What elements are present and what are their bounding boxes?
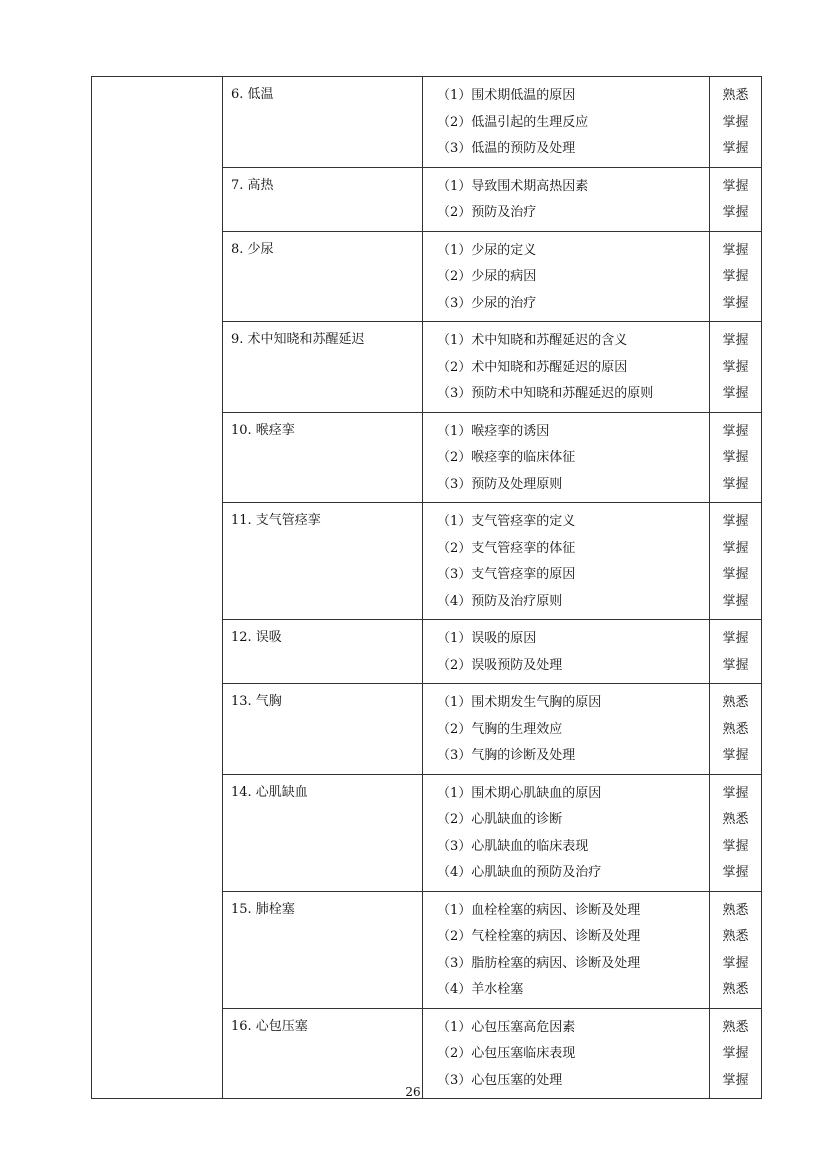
levels-cell (710, 684, 762, 775)
point-text: （2）少尿的病因 (437, 269, 537, 284)
topic-label: 12. 误吸 (231, 630, 282, 645)
points-cell (423, 620, 710, 684)
level-text: 熟悉 (722, 929, 749, 944)
level-text: 熟悉 (722, 695, 749, 710)
point-text: （1）喉痉挛的诱因 (437, 423, 550, 439)
points-cell (423, 77, 710, 168)
point-text: （1）血栓栓塞的病因、诊断及处理 (437, 902, 641, 918)
level-text: 掌握 (722, 178, 749, 194)
level-text: 掌握 (722, 955, 749, 971)
topic-label: 11. 支气管痉挛 (231, 513, 321, 528)
point-text: （3）气胸的诊断及处理 (437, 748, 576, 763)
level-text: 掌握 (722, 386, 749, 401)
level-text: 掌握 (722, 205, 749, 220)
point-text: （1）术中知晓和苏醒延迟的含义 (437, 333, 628, 348)
level-text: 掌握 (722, 838, 749, 854)
point-text: （4）预防及治疗原则 (437, 593, 563, 609)
topic-label: 7. 高热 (231, 177, 274, 193)
level-text: 掌握 (722, 657, 749, 673)
point-text: （3）预防术中知晓和苏醒延迟的原则 (437, 386, 654, 401)
level-text: 掌握 (722, 423, 749, 439)
page-number: 26 (405, 1085, 421, 1099)
point-text: （3）低温的预防及处理 (437, 141, 576, 156)
topic-cell (223, 503, 423, 620)
levels-cell (710, 77, 762, 168)
point-text: （3）支气管痉挛的原因 (437, 567, 576, 582)
point-text: （1）误吸的原因 (437, 631, 537, 646)
level-text: 掌握 (722, 748, 749, 763)
points-cell (423, 684, 710, 775)
table-row (92, 77, 762, 168)
topic-cell (223, 620, 423, 684)
topic-label: 13. 气胸 (231, 694, 282, 709)
topic-cell (223, 322, 423, 413)
level-text: 熟悉 (722, 721, 749, 737)
point-text: （1）少尿的定义 (437, 242, 537, 258)
point-text: （2）术中知晓和苏醒延迟的原因 (437, 359, 628, 375)
levels-cell (710, 503, 762, 620)
point-text: （2）预防及治疗 (437, 205, 537, 220)
points-cell (423, 412, 710, 503)
topic-label: 15. 肺栓塞 (231, 901, 295, 917)
levels-cell (710, 774, 762, 891)
point-text: （2）气栓栓塞的病因、诊断及处理 (437, 929, 641, 944)
topic-cell (223, 412, 423, 503)
level-text: 掌握 (722, 359, 749, 375)
level-text: 掌握 (722, 540, 749, 556)
level-text: 掌握 (722, 450, 749, 465)
topic-cell (223, 167, 423, 231)
points-cell (423, 231, 710, 322)
point-text: （4）羊水栓塞 (437, 982, 524, 997)
level-text: 熟悉 (722, 812, 749, 827)
point-text: （3）心包压塞的处理 (437, 1072, 563, 1088)
level-text: 掌握 (722, 593, 749, 609)
point-text: （2）心包压塞临床表现 (437, 1046, 576, 1061)
level-text: 熟悉 (722, 902, 749, 918)
level-text: 掌握 (722, 295, 749, 311)
points-cell (423, 167, 710, 231)
topic-label: 14. 心肌缺血 (231, 784, 308, 800)
level-text: 掌握 (722, 567, 749, 582)
topic-label: 10. 喉痉挛 (231, 422, 295, 438)
points-cell (423, 322, 710, 413)
syllabus-table-body (92, 77, 762, 1099)
levels-cell (710, 231, 762, 322)
point-text: （2）低温引起的生理反应 (437, 114, 589, 130)
point-text: （1）围术期心肌缺血的原因 (437, 785, 602, 801)
topic-label: 9. 术中知晓和苏醒延迟 (231, 332, 365, 347)
topic-cell (223, 774, 423, 891)
level-text: 掌握 (722, 476, 749, 492)
level-text: 熟悉 (722, 1019, 749, 1035)
topic-cell (223, 231, 423, 322)
level-text: 掌握 (722, 785, 749, 801)
points-cell (423, 774, 710, 891)
point-text: （1）心包压塞高危因素 (437, 1019, 576, 1035)
point-text: （2）心肌缺血的诊断 (437, 812, 563, 827)
levels-cell (710, 322, 762, 413)
point-text: （3）预防及处理原则 (437, 476, 563, 492)
point-text: （3）少尿的治疗 (437, 295, 537, 311)
level-text: 掌握 (722, 242, 749, 258)
level-text: 掌握 (722, 514, 749, 529)
level-text: 掌握 (722, 1072, 749, 1088)
levels-cell (710, 620, 762, 684)
level-text: 熟悉 (722, 88, 749, 103)
topic-cell (223, 77, 423, 168)
point-text: （2）误吸预防及处理 (437, 657, 563, 673)
point-text: （3）心肌缺血的临床表现 (437, 838, 589, 854)
level-text: 掌握 (722, 1046, 749, 1061)
points-cell (423, 891, 710, 1008)
levels-cell (710, 412, 762, 503)
level-text: 掌握 (722, 631, 749, 646)
point-text: （2）支气管痉挛的体征 (437, 540, 576, 556)
chapter-cell (92, 77, 223, 1099)
point-text: （1）支气管痉挛的定义 (437, 514, 576, 529)
syllabus-table (91, 76, 762, 1099)
topic-cell (223, 891, 423, 1008)
level-text: 掌握 (722, 333, 749, 348)
points-cell (423, 503, 710, 620)
topic-label: 16. 心包压塞 (231, 1018, 308, 1034)
point-text: （2）喉痉挛的临床体征 (437, 450, 576, 465)
levels-cell (710, 167, 762, 231)
point-text: （1）导致围术期高热因素 (437, 178, 589, 194)
level-text: 掌握 (722, 269, 749, 284)
topic-label: 8. 少尿 (231, 241, 274, 257)
level-text: 掌握 (722, 141, 749, 156)
point-text: （1）围术期低温的原因 (437, 88, 576, 103)
point-text: （1）围术期发生气胸的原因 (437, 695, 602, 710)
point-text: （3）脂肪栓塞的病因、诊断及处理 (437, 955, 641, 971)
topic-label: 6. 低温 (231, 87, 274, 102)
point-text: （2）气胸的生理效应 (437, 721, 563, 737)
level-text: 熟悉 (722, 982, 749, 997)
level-text: 掌握 (722, 114, 749, 130)
point-text: （4）心肌缺血的预防及治疗 (437, 865, 602, 880)
levels-cell (710, 891, 762, 1008)
topic-cell (223, 684, 423, 775)
level-text: 掌握 (722, 865, 749, 880)
